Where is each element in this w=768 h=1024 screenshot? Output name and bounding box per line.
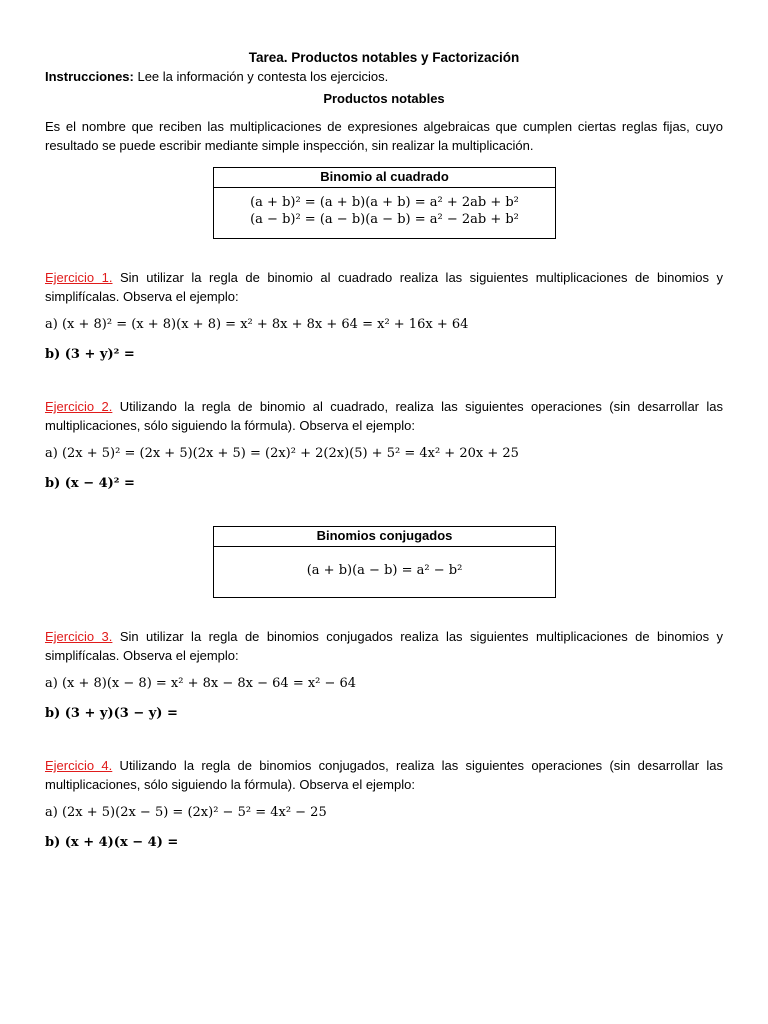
exercise-1-item-b: b) (3 + y)² = <box>45 347 135 362</box>
exercise-2-prompt <box>45 397 723 435</box>
exercise-4-item-b: b) (x + 4)(x − 4) = <box>45 835 179 850</box>
exercise-text: Utilizando la regla de binomios conjugados, realiza las siguientes operaciones (sin desarrollar las multiplicaciones, sólo siguiendo la fórmula). Observa el ejemplo: <box>45 758 724 792</box>
exercise-2-example: a) (2x + 5)² = (2x + 5)(2x + 5) = (2x)² + 2(2x)(5) + 5² = 4x² + 20x + 25 <box>45 446 519 461</box>
exercise-text: Sin utilizar la regla de binomio al cuadrado realiza las siguientes multiplicaciones de binomios y simplifícalas. Observa el ejemplo: <box>45 270 723 304</box>
binomio-cuadrado-box <box>213 167 556 239</box>
exercise-label: Ejercicio 3. <box>45 629 113 644</box>
document-title: Tarea. Productos notables y Factorización <box>248 50 520 65</box>
box-formulas <box>214 547 555 580</box>
binomios-conjugados-box <box>213 526 556 598</box>
intro-paragraph: Es el nombre que reciben las multiplicaciones de expresiones algebraicas que cumplen ciertas reglas fijas, cuyo resultado se puede escribir mediante simple inspección, sin realizar la multiplicación. <box>45 119 723 153</box>
exercise-1-example: a) (x + 8)² = (x + 8)(x + 8) = x² + 8x + 8x + 64 = x² + 16x + 64 <box>45 317 469 332</box>
formula-line: (a + b)(a − b) = a² − b² <box>306 563 463 578</box>
exercise-3-prompt <box>45 627 723 665</box>
instructions-label: Instrucciones: <box>45 69 134 84</box>
instructions <box>45 67 723 86</box>
exercise-label: Ejercicio 1. <box>45 270 113 285</box>
box-formulas <box>214 188 555 228</box>
box-header: Binomios conjugados <box>214 527 555 547</box>
document-page <box>45 48 723 855</box>
formula-line: (a − b)² = (a − b)(a − b) = a² − 2ab + b² <box>250 212 519 227</box>
exercise-4-example: a) (2x + 5)(2x − 5) = (2x)² − 5² = 4x² − 25 <box>45 805 327 820</box>
box-header: Binomio al cuadrado <box>214 168 555 188</box>
exercise-text: Utilizando la regla de binomio al cuadrado, realiza las siguientes operaciones (sin desarrollar las multiplicaciones, sólo siguiendo la fórmula). Observa el ejemplo: <box>45 399 724 433</box>
exercise-text: Sin utilizar la regla de binomios conjugados realiza las siguientes multiplicaciones de binomios y simplifícalas. Observa el ejemplo: <box>45 629 723 663</box>
exercise-4-prompt <box>45 756 723 794</box>
instructions-text: Lee la información y contesta los ejercicios. <box>133 69 389 84</box>
formula-line: (a + b)² = (a + b)(a + b) = a² + 2ab + b² <box>250 195 519 210</box>
section-title: Productos notables <box>323 91 445 106</box>
exercise-2-item-b: b) (x − 4)² = <box>45 476 135 491</box>
exercise-1-prompt <box>45 268 723 306</box>
exercise-3-example: a) (x + 8)(x − 8) = x² + 8x − 8x − 64 = x² − 64 <box>45 676 357 691</box>
exercise-3-item-b: b) (3 + y)(3 − y) = <box>45 706 178 721</box>
exercise-label: Ejercicio 2. <box>45 399 113 414</box>
exercise-label: Ejercicio 4. <box>45 758 113 773</box>
